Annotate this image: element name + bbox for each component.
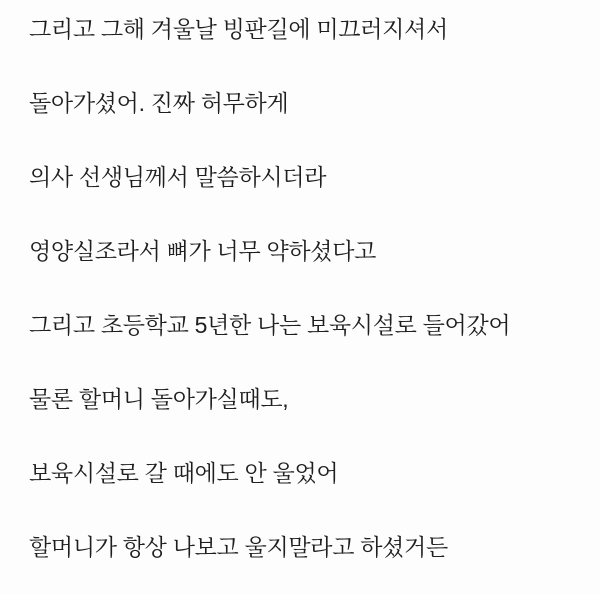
text-line: 할머니가 항상 나보고 울지말라고 하셨거든 [29,534,448,560]
text-line: 영양실조라서 뼈가 너무 약하셨다고 [29,238,377,264]
text-line: 그리고 그해 겨울날 빙판길에 미끄러지셔서 [29,16,448,42]
text-line: 물론 할머니 돌아가실때도, [29,386,289,412]
text-line: 그리고 초등학교 5년한 나는 보육시설로 들어갔어 [29,312,511,338]
text-line: 의사 선생님께서 말씀하시더라 [29,164,327,190]
text-line: 보육시설로 갈 때에도 안 울었어 [29,460,339,486]
text-line: 돌아가셨어. 진짜 허무하게 [29,90,289,116]
